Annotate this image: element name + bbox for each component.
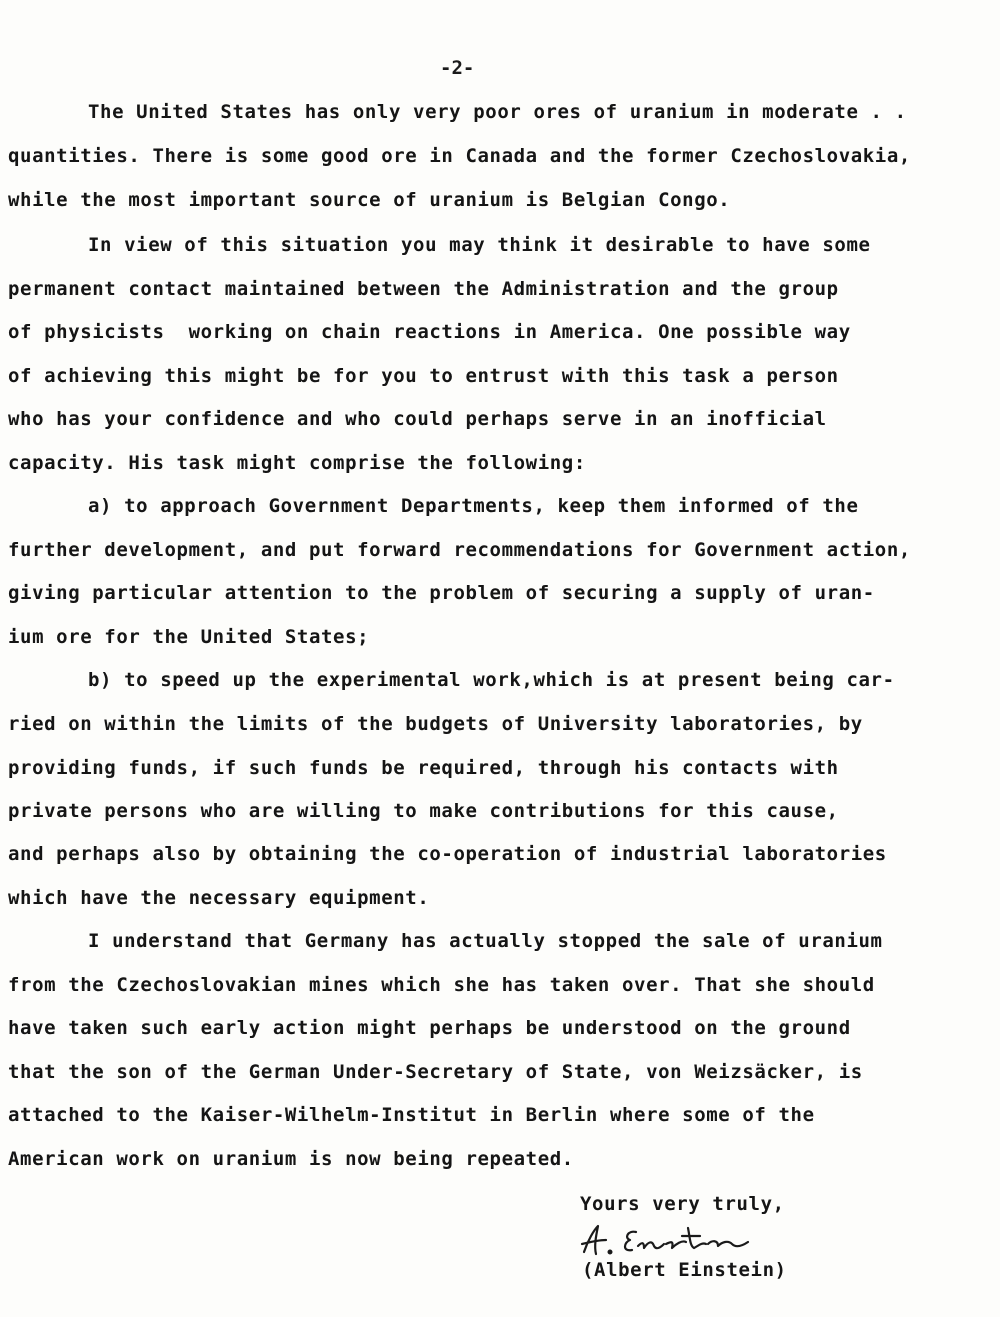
item-b-line-5: and perhaps also by obtaining the co-operation of industrial laboratories [8, 843, 887, 865]
signatory-name: (Albert Einstein) [582, 1259, 787, 1281]
item-b-line-2: ried on within the limits of the budgets of University laboratories, by [8, 713, 863, 735]
page-number: -2- [440, 57, 475, 79]
paragraph-2-line-6: capacity. His task might comprise the following: [8, 452, 586, 474]
paragraph-1-line-2: quantities. There is some good ore in Canada and the former Czechoslovakia, [8, 145, 911, 167]
signature [572, 1218, 772, 1262]
paragraph-3-line-6: American work on uranium is now being repeated. [8, 1148, 574, 1170]
item-b-line-6: which have the necessary equipment. [8, 887, 430, 909]
item-b-line-1: b) to speed up the experimental work,which is at present being car- [88, 669, 895, 691]
item-b-line-3: providing funds, if such funds be required, through his contacts with [8, 757, 839, 779]
paragraph-3-line-4: that the son of the German Under-Secretary of State, von Weizsäcker, is [8, 1061, 863, 1083]
item-b-line-4: private persons who are willing to make contributions for this cause, [8, 800, 839, 822]
paragraph-3-line-3: have taken such early action might perhaps be understood on the ground [8, 1017, 851, 1039]
paragraph-3-line-1: I understand that Germany has actually stopped the sale of uranium [88, 930, 883, 952]
paragraph-2-line-5: who has your confidence and who could perhaps serve in an inofficial [8, 408, 827, 430]
paragraph-2-line-1: In view of this situation you may think it desirable to have some [88, 234, 871, 256]
item-a-line-3: giving particular attention to the problem of securing a supply of uran- [8, 582, 875, 604]
paragraph-2-line-2: permanent contact maintained between the Administration and the group [8, 278, 839, 300]
item-a-line-4: ium ore for the United States; [8, 626, 370, 648]
paragraph-3-line-2: from the Czechoslovakian mines which she has taken over. That she should [8, 974, 875, 996]
paragraph-1-line-3: while the most important source of uranium is Belgian Congo. [8, 189, 731, 211]
paragraph-2-line-3: of physicists working on chain reactions in America. One possible way [8, 321, 851, 343]
paragraph-2-line-4: of achieving this might be for you to entrust with this task a person [8, 365, 839, 387]
paragraph-3-line-5: attached to the Kaiser-Wilhelm-Institut in Berlin where some of the [8, 1104, 815, 1126]
item-a-line-1: a) to approach Government Departments, keep them informed of the [88, 495, 859, 517]
paragraph-1-line-1: The United States has only very poor ores of uranium in moderate . . [88, 101, 907, 123]
item-a-line-2: further development, and put forward recommendations for Government action, [8, 539, 911, 561]
closing: Yours very truly, [580, 1193, 785, 1215]
